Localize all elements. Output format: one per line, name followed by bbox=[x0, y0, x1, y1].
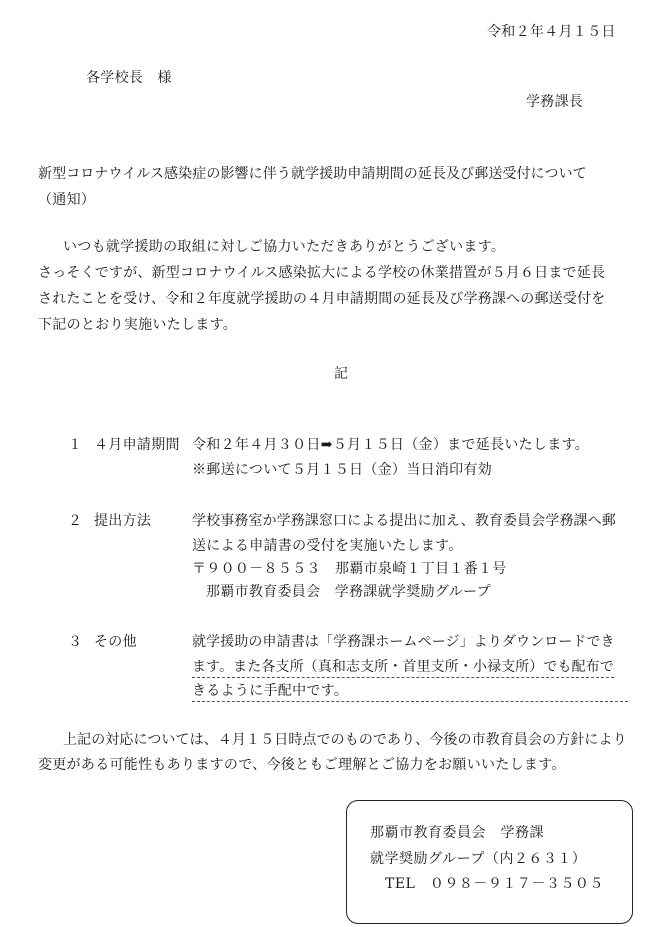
item-text-line: 那覇市教育委員会 学務課就学奨励グループ bbox=[206, 584, 491, 600]
intro-line3: されたことを受け、令和２年度就学援助の４月申請期間の延長及び学務課への郵送受付を bbox=[38, 291, 606, 307]
contact-org: 那覇市教育委員会 学務課 bbox=[370, 825, 544, 841]
item-text-line: 令和２年４月３０日➡５月１５日（金）まで延長いたします。 bbox=[192, 437, 590, 453]
item-number: ３ bbox=[68, 634, 83, 650]
ki-heading: 記 bbox=[334, 366, 349, 382]
closing-line1: 上記の対応については、４月１５日時点でのものであり、今後の市教育員会の方針により bbox=[63, 732, 627, 748]
sender: 学務課長 bbox=[526, 94, 584, 110]
item-number: １ bbox=[68, 437, 83, 453]
item-text-line: 学校事務室か学務課窓口による提出に加え、教育委員会学務課へ郵 bbox=[192, 513, 616, 529]
closing-line2: 変更がある可能性もありますので、今後ともご理解とご協力をお願いいたします。 bbox=[38, 757, 566, 773]
document-title-line1: 新型コロナウイルス感染症の影響に伴う就学援助申請期間の延長及び郵送受付について bbox=[38, 166, 587, 182]
document-date: 令和２年４月１５日 bbox=[487, 24, 616, 40]
item-text-line: 送による申請書の受付を実施いたします。 bbox=[192, 538, 463, 554]
contact-box bbox=[346, 800, 633, 924]
item-text-line: 〒９００－８５５３ 那覇市泉崎１丁目１番１号 bbox=[192, 561, 507, 577]
item-text-line: 就学援助の申請書は「学務課ホームページ」よりダウンロードでき bbox=[192, 634, 615, 650]
contact-tel: TEL ０９８－９１７－３５０５ bbox=[385, 876, 604, 892]
addressee: 各学校長 様 bbox=[86, 70, 172, 86]
item-label: 提出方法 bbox=[94, 513, 152, 529]
item-number: ２ bbox=[68, 513, 83, 529]
document-title-line2: （通知） bbox=[38, 192, 96, 208]
intro-line1: いつも就学援助の取組に対しご協力いただきありがとうございます。 bbox=[63, 239, 506, 255]
item-text-line-underlined: きるように手配中です。 bbox=[192, 681, 628, 702]
item-label: ４月申請期間 bbox=[94, 437, 180, 453]
intro-line2: さっそくですが、新型コロナウイルス感染拡大による学校の休業措置が５月６日まで延長 bbox=[38, 265, 606, 281]
item-label: その他 bbox=[94, 634, 137, 650]
contact-group: 就学奨励グループ（内２６３１） bbox=[370, 851, 587, 867]
item-text-line-underlined: ます。また各支所（真和志支所・首里支所・小禄支所）でも配布で bbox=[192, 657, 614, 678]
item-text-line: ※郵送について５月１５日（金）当日消印有効 bbox=[192, 462, 493, 478]
intro-line4: 下記のとおり実施いたします。 bbox=[38, 317, 238, 333]
